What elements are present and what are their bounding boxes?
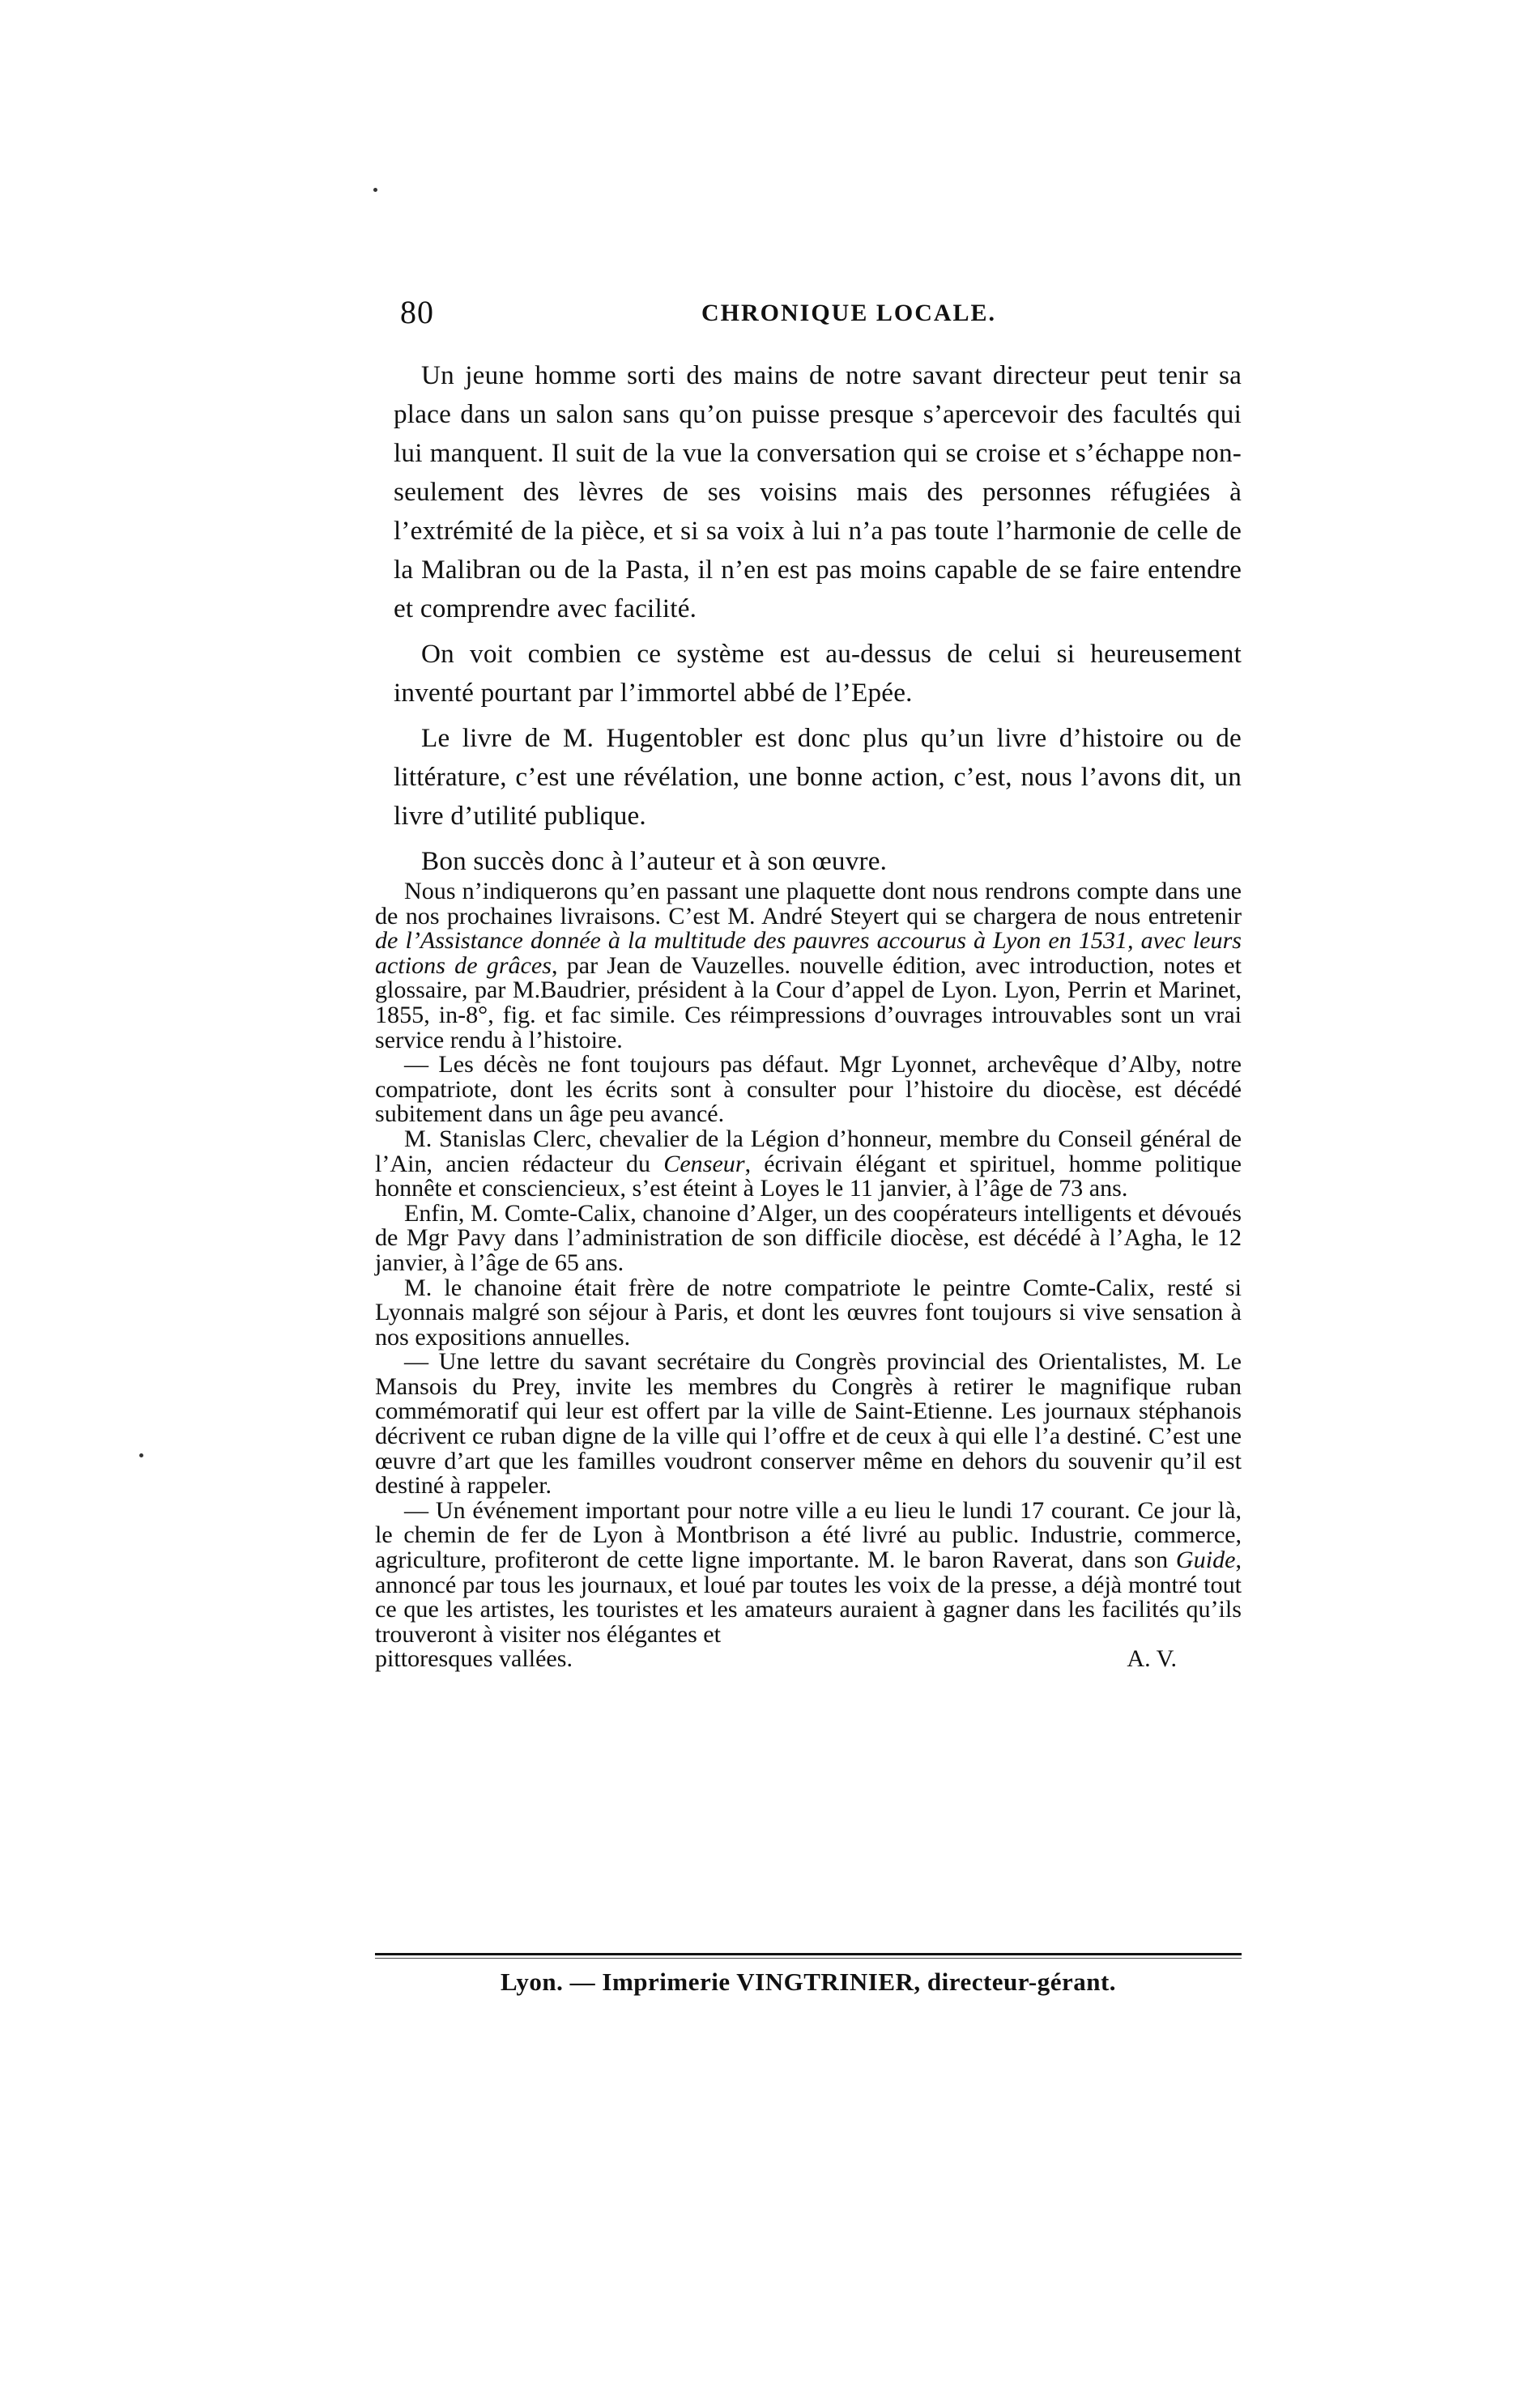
page-number: 80 (400, 294, 434, 330)
paragraph-chanoine: M. le chanoine était frère de notre compatriote le peintre Comte-Calix, resté si Lyonnais malgré son séjour à Paris, et dont les œuvres font toujours si vive sensation à nos expositions annuelles. (375, 1273, 1242, 1351)
footer-rule (375, 1953, 1242, 1955)
body-large-text (394, 356, 1242, 887)
paragraph-lettre: — Une lettre du savant secrétaire du Congrès provincial des Orientalistes, M. Le Mansois du Prey, invite les membres du Congrès à retirer le magnifique ruban commémoratif qui leur est offert par la ville de Saint-Etienne. Les journaux stéphanois décrivent ce ruban digne de la ville qui l’offre et de ceux à qui elle l’a destiné. C’est une œuvre d’art que les familles voudront conserver même en dehors du souvenir qu’il est destiné à rappeler. (375, 1347, 1242, 1500)
text-run: , par Jean de Vauzelles. nouvelle édition, avec introduction, notes et glossaire, par M.Baudrier, président à la Cour d’appel de Lyon. Lyon, Perrin et Marinet, 1855, in-8°, fig. et fac simile. Ces réimpressions d’ouvrages introuvables sont un vrai service rendu à l’histoire. (375, 951, 1242, 1053)
paragraph-evenement (375, 1495, 1242, 1648)
journal-title: Censeur (663, 1149, 745, 1177)
print-speck (139, 1453, 143, 1457)
page-header (394, 293, 1242, 342)
paragraph-clerc (375, 1126, 1242, 1201)
footer-rule-thin (375, 1958, 1242, 1959)
closing-text: pittoresques vallées. (375, 1644, 573, 1673)
paragraph-plaquette (375, 879, 1242, 1052)
body-small-text (375, 879, 1242, 1671)
printer-imprint: Lyon. — Imprimerie VINGTRINIER, directeur-gérant. (500, 1968, 1117, 1996)
signature-line (375, 1646, 1242, 1671)
book-title: de l’Assistance donnée à la multitude des pauvres accourus à Lyon en 1531, avec leurs actions de grâces (375, 926, 1242, 979)
paragraph: Un jeune homme sorti des mains de notre savant directeur peut tenir sa place dans un salon sans qu’on puisse presque s’apercevoir des facultés qui lui manquent. Il suit de la vue la conversation qui se croise et s’échappe non-seulement des lèvres de ses voisins mais des personnes réfugiées à l’extrémité de la pièce, et si sa voix à lui n’a pas toute l’harmonie de celle de la Malibran ou de la Pasta, il n’en est pas moins capable de se faire entendre et comprendre avec facilité. (394, 360, 1242, 623)
paragraph: Le livre de M. Hugentobler est donc plus qu’un livre d’histoire ou de littérature, c’est une révélation, une bonne action, c’est, nous l’avons dit, un livre d’utilité publique. (394, 723, 1242, 831)
paragraph: Bon succès donc à l’auteur et à son œuvre. (421, 846, 888, 876)
print-speck (373, 188, 377, 192)
paragraph-deces: — Les décès ne font toujours pas défaut. Mgr Lyonnet, archevêque d’Alby, notre compatriote, dont les écrits sont à consulter pour l’histoire du diocèse, est décédé subitement dans un âge peu avancé. (375, 1050, 1242, 1128)
paragraph-comte-calix: Enfin, M. Comte-Calix, chanoine d’Alger, un des coopérateurs intelligents et dévoués de Mgr Pavy dans l’administration de son difficile diocèse, est décédé à l’Agha, le 12 janvier, à l’âge de 65 ans. (375, 1198, 1242, 1276)
guide-title: Guide (1175, 1546, 1236, 1574)
running-head: CHRONIQUE LOCALE. (701, 300, 997, 326)
author-signature: A. V. (1127, 1644, 1177, 1673)
text-run: M. Stanislas Clerc, chevalier de la Légion d’honneur, membre du Conseil général de l’Ain, ancien rédacteur du (375, 1124, 1242, 1177)
text-run: — Un événement important pour notre ville a eu lieu le lundi 17 courant. Ce jour là, le chemin de fer de Lyon à Montbrison a été livré au public. Industrie, commerce, agriculture, profiteront de cette ligne importante. M. le baron Raverat, dans son (375, 1495, 1242, 1574)
paragraph: On voit combien ce système est au-dessus de celui si heureusement inventé pourtant par l’immortel abbé de l’Epée. (394, 639, 1242, 708)
text-run: , écrivain élégant et spirituel, homme politique honnête et consciencieux, s’est éteint à Loyes le 11 janvier, à l’âge de 73 ans. (375, 1149, 1242, 1202)
text-run: , annoncé par tous les journaux, et loué par toutes les voix de la presse, a déjà montré tout ce que les artistes, les touristes et les amateurs auraient à gagner dans les facilités qu’ils trouveront à visiter nos élégantes et (375, 1546, 1242, 1648)
text-run: Nous n’indiquerons qu’en passant une plaquette dont nous rendrons compte dans une de nos prochaines livraisons. C’est M. André Steyert qui se chargera de nous entretenir (375, 877, 1242, 930)
